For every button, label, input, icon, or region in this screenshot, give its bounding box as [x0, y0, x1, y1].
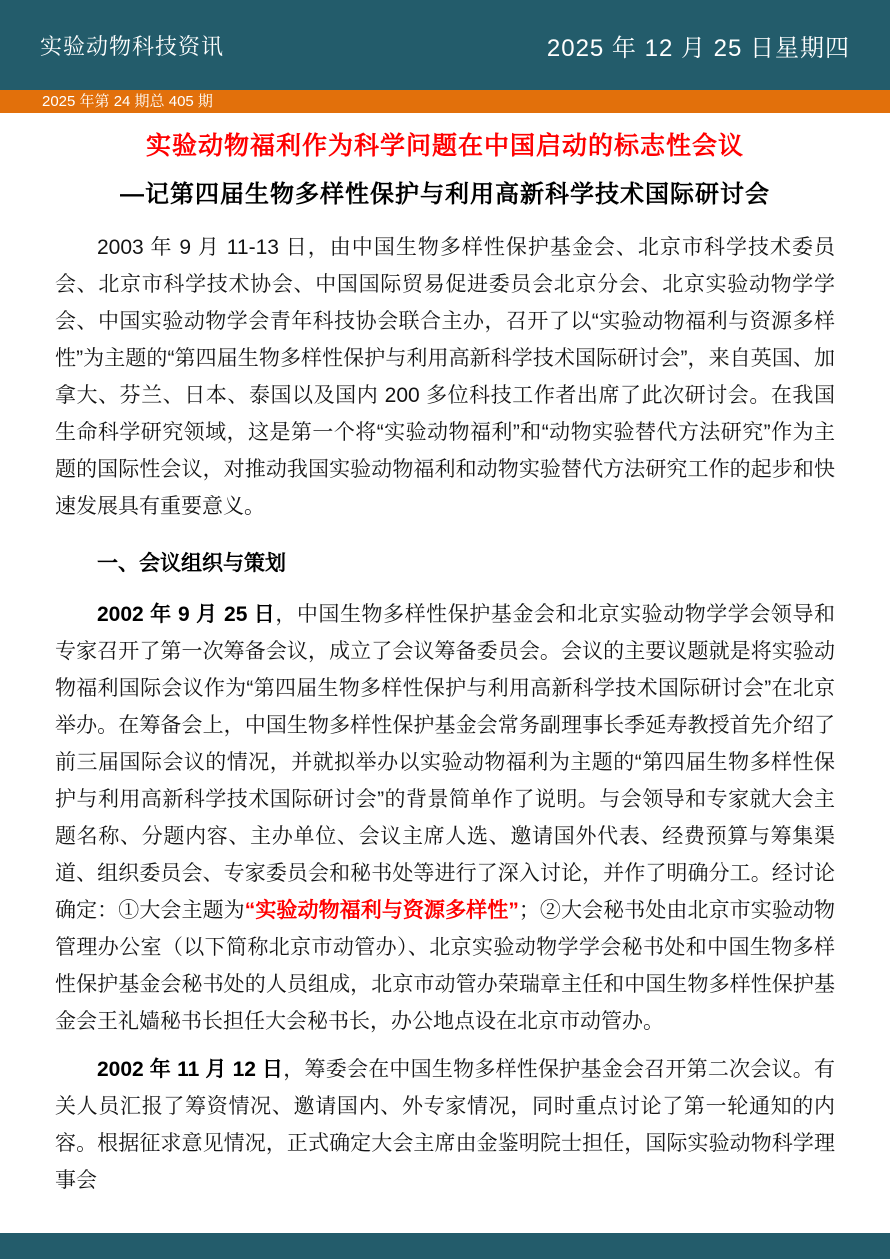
article-subtitle: —记第四届生物多样性保护与利用高新科学技术国际研讨会: [120, 181, 770, 208]
paragraph-text: ，筹委会在中国生物多样性保护基金会召开第二次会议。有关人员汇报了筹资情况、邀请国内、外专家情况，同时重点讨论了第一轮通知的内容。根据征求意见情况，正式确定大会主席由金鉴明院士担任，国际实验动物科学理事会: [55, 1058, 835, 1192]
section-heading-1: 一、会议组织与策划: [97, 552, 286, 575]
paragraph-intro-text: 2003 年 9 月 11-13 日，由中国生物多样性保护基金会、北京市科学技术委员会、北京市科学技术协会、中国国际贸易促进委员会北京分会、北京实验动物学学会、中国实验动物学会青年科技协会联合主办，召开了以“实验动物福利与资源多样性”为主题的“第四届生物多样性保护与利用高新科学技术国际研讨会”，来自英国、加拿大、芬兰、日本、泰国以及国内 200 多位科技工作者出席了此次研讨会。在我国生命科学研究领域，这是第一个将“实验动物福利”和“动物实验替代方法研究”作为主题的国际性会议，对推动我国实验动物福利和动物实验替代方法研究工作的起步和快速发展具有重要意义。: [55, 236, 835, 518]
paragraph-text: ，中国生物多样性保护基金会和北京实验动物学学会领导和专家召开了第一次筹备会议，成立了会议筹备委员会。会议的主要议题就是将实验动物福利国际会议作为“第四届生物多样性保护与利用高新科学技术国际研讨会”在北京举办。在筹备会上，中国生物多样性保护基金会常务副理事长季延寿教授首先介绍了前三届国际会议的情况，并就拟举办以实验动物福利为主题的“第四届生物多样性保护与利用高新科学技术国际研讨会”的背景简单作了说明。与会领导和专家就大会主题名称、分题内容、主办单位、会议主席人选、邀请国外代表、经费预算与筹集渠道、组织委员会、专家委员会和秘书处等进行了深入讨论，并作了明确分工。经讨论确定：①大会主题为: [55, 603, 835, 922]
issue-number: 2025 年第 24 期总 405 期: [42, 93, 213, 110]
highlighted-theme-text: “实验动物福利与资源多样性”: [244, 899, 519, 922]
footer-bar: [0, 1233, 890, 1259]
header-bar: [0, 0, 890, 90]
issue-bar: [0, 90, 890, 113]
newsletter-brand: 实验动物科技资讯: [40, 33, 225, 59]
article-body: [0, 209, 890, 1199]
paragraph-text: ；②大会秘书处由北京市实验动物管理办公室（以下简称北京市动管办）、北京实验动物学学会秘书处和中国生物多样性保护基金会秘书处的人员组成，北京市动管办荣瑞章主任和中国生物多样性保护基金会王礼嫱秘书长担任大会秘书长，办公地点设在北京市动管办。: [55, 899, 836, 1033]
paragraph-intro: [55, 229, 835, 525]
date-emphasis: 2002 年 11 月 12 日: [97, 1058, 284, 1081]
paragraph-first-meeting: [55, 596, 835, 1040]
header-date: 2025 年 12 月 25 日星期四: [546, 34, 850, 62]
article-title: 实验动物福利作为科学问题在中国启动的标志性会议: [145, 132, 744, 160]
paragraph-second-meeting: [55, 1051, 835, 1199]
date-emphasis: 2002 年 9 月 25 日: [97, 603, 276, 626]
